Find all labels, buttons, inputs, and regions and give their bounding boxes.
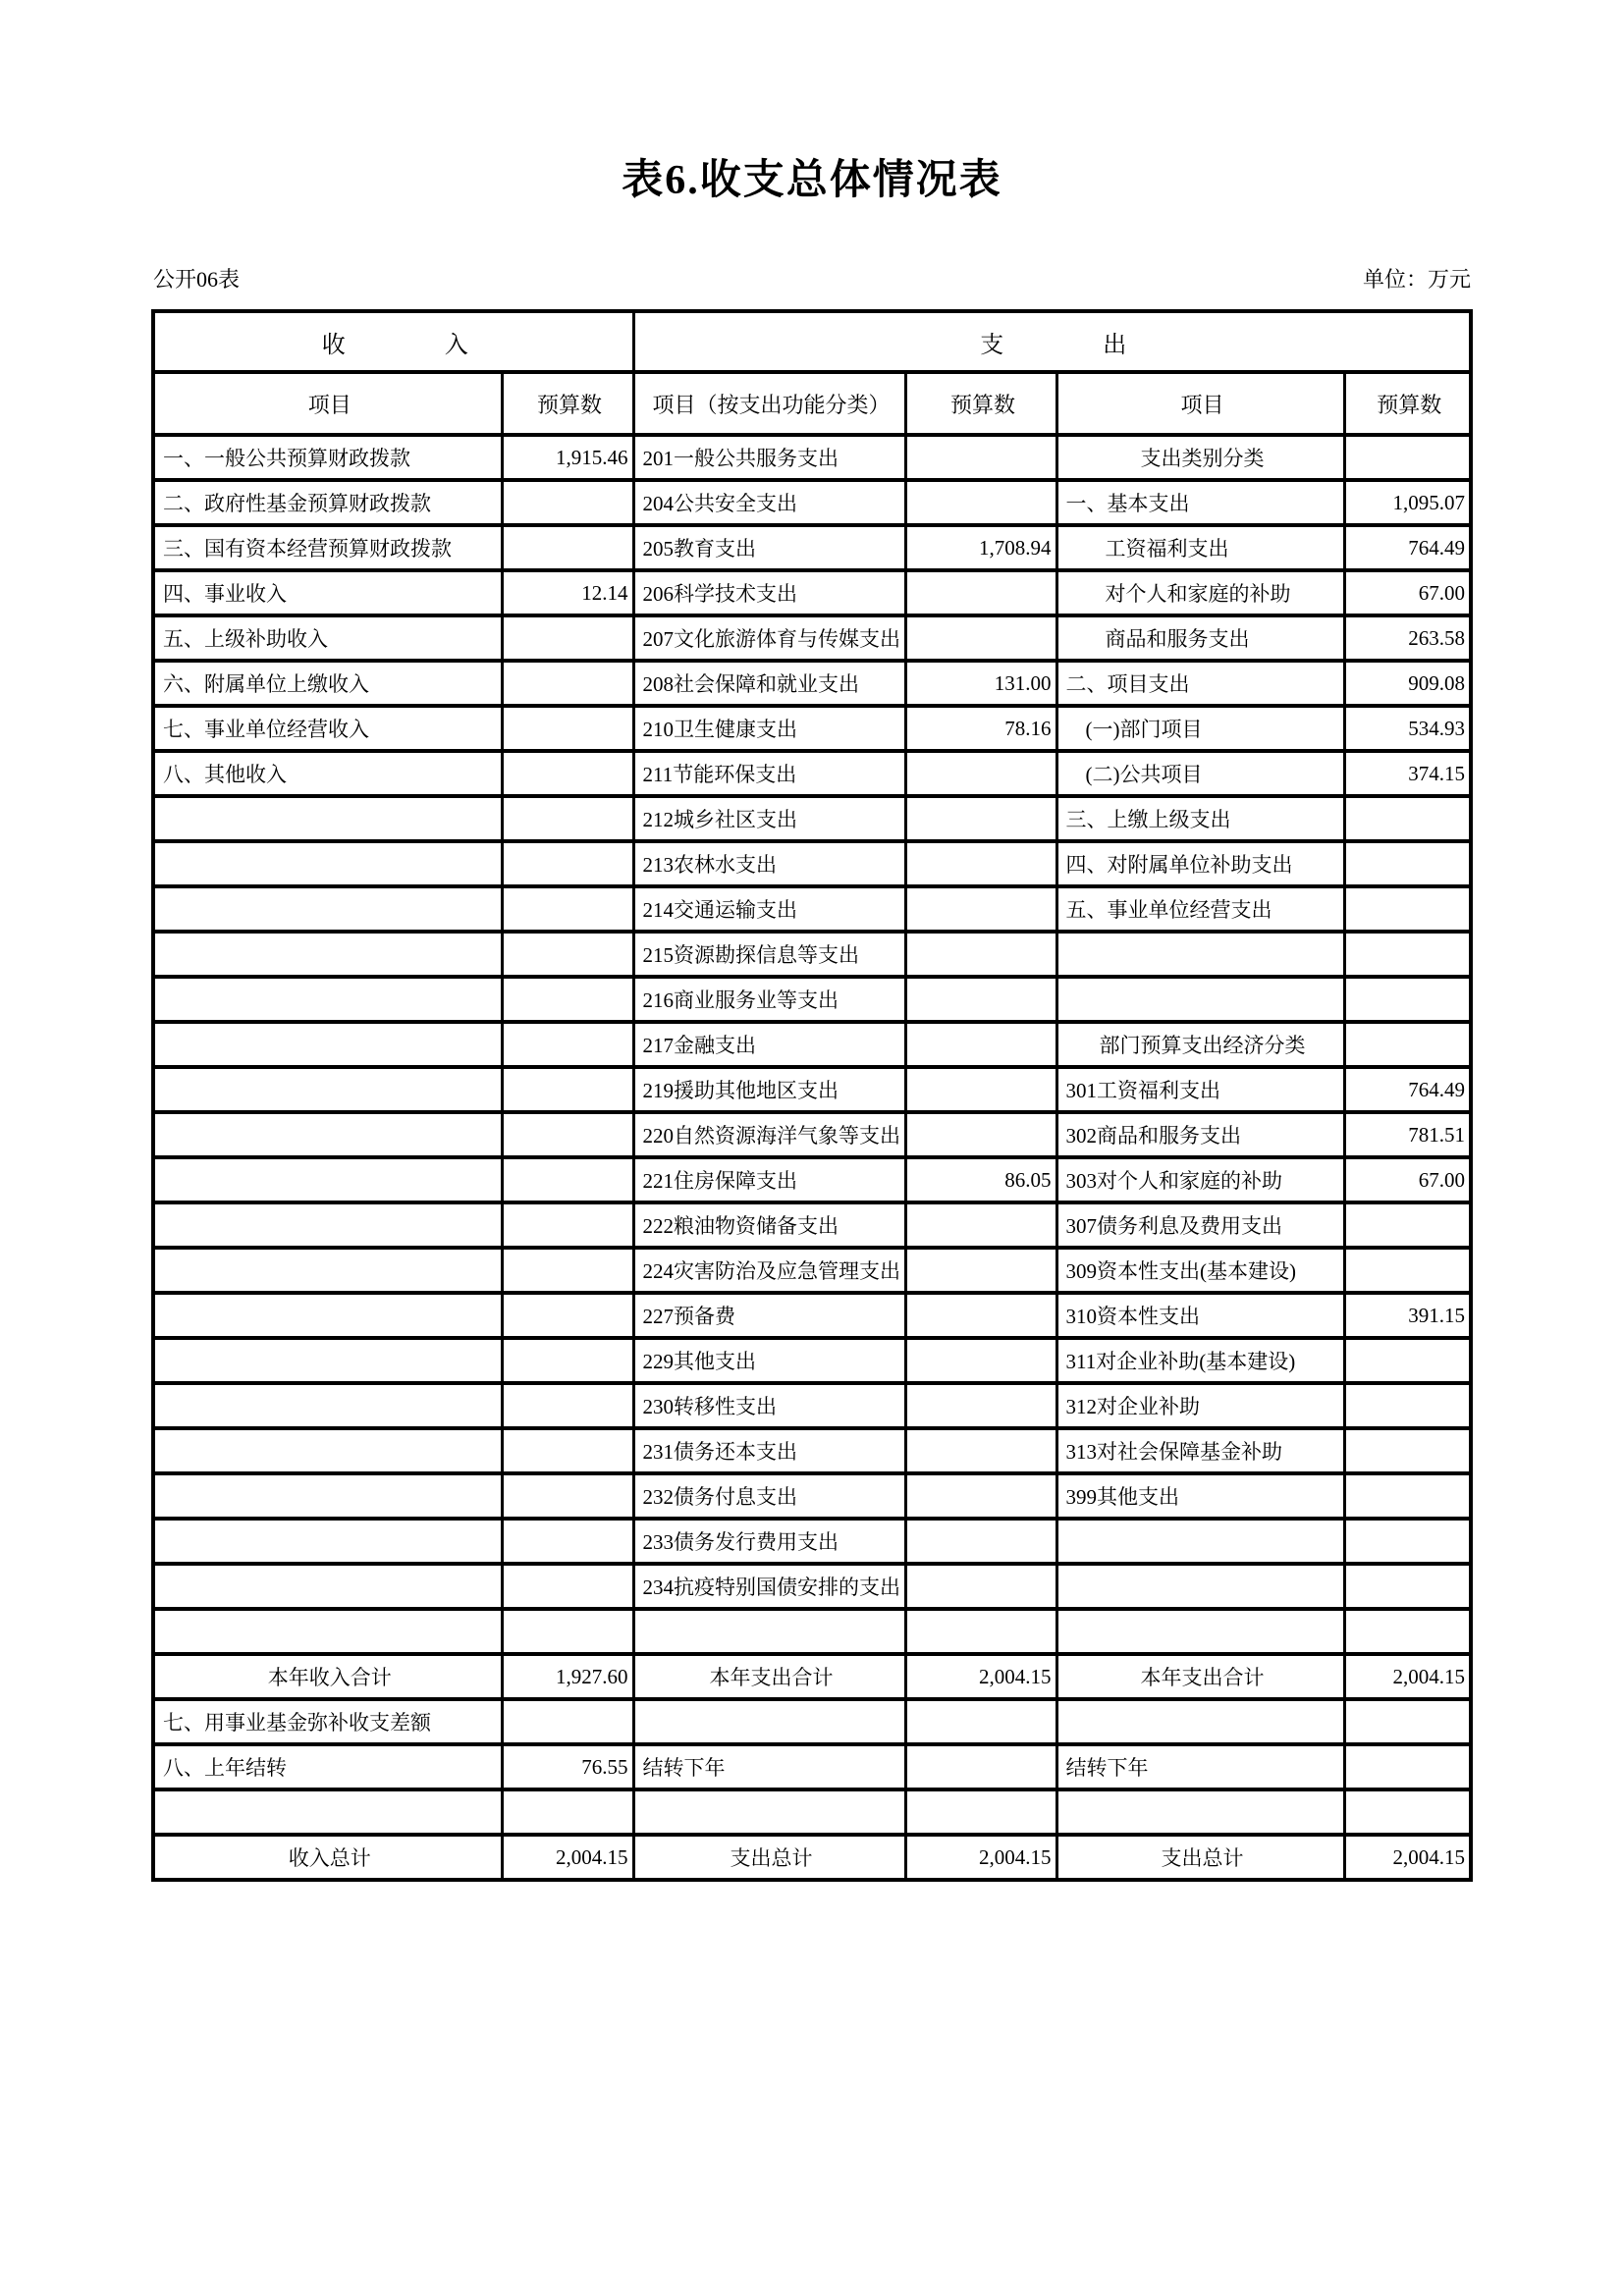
- table-cell: 215资源勘探信息等支出: [633, 932, 905, 977]
- table-row: [153, 751, 1471, 796]
- table-cell: 本年收入合计: [153, 1654, 502, 1699]
- table-cell: [153, 977, 502, 1022]
- table-cell: [905, 1248, 1056, 1293]
- table-cell: [1344, 932, 1471, 977]
- table-cell: 207文化旅游体育与传媒支出: [633, 615, 905, 661]
- table-cell: [153, 886, 502, 932]
- table-cell: [905, 1428, 1056, 1473]
- table-cell: 204公共安全支出: [633, 480, 905, 525]
- table-cell: 76.55: [502, 1744, 633, 1789]
- table-cell: [153, 1789, 502, 1835]
- table-cell: [905, 1789, 1056, 1835]
- table-cell: 302商品和服务支出: [1056, 1112, 1344, 1157]
- table-row: [153, 1744, 1471, 1789]
- table-cell: [1056, 977, 1344, 1022]
- table-cell: 支出总计: [1056, 1835, 1344, 1880]
- table-cell: 781.51: [1344, 1112, 1471, 1157]
- table-cell: [1344, 1519, 1471, 1564]
- table-cell: 七、事业单位经营收入: [153, 706, 502, 751]
- table-cell: 67.00: [1344, 570, 1471, 615]
- table-cell: [905, 435, 1056, 480]
- table-cell: 五、事业单位经营支出: [1056, 886, 1344, 932]
- table-cell: 2,004.15: [905, 1654, 1056, 1699]
- table-cell: [905, 977, 1056, 1022]
- table-cell: 206科学技术支出: [633, 570, 905, 615]
- table-cell: 七、用事业基金弥补收支差额: [153, 1699, 502, 1744]
- table-cell: [502, 886, 633, 932]
- table-cell: [1344, 1383, 1471, 1428]
- table-cell: [153, 1202, 502, 1248]
- table-cell: [153, 1519, 502, 1564]
- table-cell: 三、上缴上级支出: [1056, 796, 1344, 841]
- budget-table: [151, 309, 1473, 1882]
- table-body: [153, 435, 1471, 1880]
- table-cell: [1344, 841, 1471, 886]
- table-cell: [905, 751, 1056, 796]
- table-cell: 67.00: [1344, 1157, 1471, 1202]
- column-header-row: [153, 372, 1471, 435]
- table-cell: [502, 1067, 633, 1112]
- table-cell: [905, 1202, 1056, 1248]
- table-cell: 313对社会保障基金补助: [1056, 1428, 1344, 1473]
- table-cell: (一)部门项目: [1056, 706, 1344, 751]
- table-cell: [905, 886, 1056, 932]
- table-row: [153, 1248, 1471, 1293]
- table-cell: [905, 1383, 1056, 1428]
- table-cell: 391.15: [1344, 1293, 1471, 1338]
- table-cell: [1056, 1699, 1344, 1744]
- table-cell: [1344, 1202, 1471, 1248]
- table-cell: [502, 525, 633, 570]
- table-cell: [502, 1293, 633, 1338]
- table-row: [153, 977, 1471, 1022]
- column-header-expenditure-class-item: 项目: [1056, 372, 1344, 435]
- table-cell: 1,095.07: [1344, 480, 1471, 525]
- table-cell: 1,915.46: [502, 435, 633, 480]
- table-cell: [153, 841, 502, 886]
- table-cell: 2,004.15: [502, 1835, 633, 1880]
- table-cell: [153, 1022, 502, 1067]
- table-cell: [1056, 1609, 1344, 1654]
- table-cell: 一、基本支出: [1056, 480, 1344, 525]
- table-cell: [502, 1157, 633, 1202]
- table-cell: 86.05: [905, 1157, 1056, 1202]
- table-row: [153, 1835, 1471, 1880]
- table-cell: 214交通运输支出: [633, 886, 905, 932]
- table-cell: 301工资福利支出: [1056, 1067, 1344, 1112]
- table-cell: [1344, 1338, 1471, 1383]
- table-cell: 764.49: [1344, 525, 1471, 570]
- page-title: 表6.收支总体情况表: [622, 158, 1002, 203]
- column-header-income-budget: 预算数: [502, 372, 633, 435]
- table-cell: [153, 932, 502, 977]
- table-cell: 四、对附属单位补助支出: [1056, 841, 1344, 886]
- table-cell: [502, 751, 633, 796]
- table-row: [153, 1654, 1471, 1699]
- table-cell: 六、附属单位上缴收入: [153, 661, 502, 706]
- column-header-expenditure-function-budget: 预算数: [905, 372, 1056, 435]
- table-cell: 四、事业收入: [153, 570, 502, 615]
- table-cell: 1,708.94: [905, 525, 1056, 570]
- table-cell: [1344, 886, 1471, 932]
- table-cell: [905, 1744, 1056, 1789]
- table-cell: 374.15: [1344, 751, 1471, 796]
- table-cell: [502, 706, 633, 751]
- table-row: [153, 1293, 1471, 1338]
- table-cell: 1,927.60: [502, 1654, 633, 1699]
- meta-row: [153, 263, 1471, 294]
- table-cell: [1344, 1022, 1471, 1067]
- table-cell: [905, 615, 1056, 661]
- table-row: [153, 1067, 1471, 1112]
- table-cell: 227预备费: [633, 1293, 905, 1338]
- table-cell: [905, 1067, 1056, 1112]
- table-cell: 222粮油物资储备支出: [633, 1202, 905, 1248]
- table-row: [153, 1428, 1471, 1473]
- table-cell: [502, 932, 633, 977]
- table-cell: 219援助其他地区支出: [633, 1067, 905, 1112]
- table-cell: [502, 661, 633, 706]
- income-group-header: 收 入: [153, 311, 633, 372]
- table-cell: 对个人和家庭的补助: [1056, 570, 1344, 615]
- table-cell: [502, 1564, 633, 1609]
- table-cell: [153, 796, 502, 841]
- form-number-label: 公开06表: [153, 267, 241, 292]
- table-cell: 部门预算支出经济分类: [1056, 1022, 1344, 1067]
- table-cell: [502, 615, 633, 661]
- table-cell: [502, 1202, 633, 1248]
- table-row: [153, 706, 1471, 751]
- table-cell: [502, 480, 633, 525]
- table-cell: [1344, 796, 1471, 841]
- table-cell: [905, 1609, 1056, 1654]
- table-cell: 210卫生健康支出: [633, 706, 905, 751]
- table-cell: 商品和服务支出: [1056, 615, 1344, 661]
- table-cell: 229其他支出: [633, 1338, 905, 1383]
- table-cell: [1056, 1789, 1344, 1835]
- table-cell: 八、上年结转: [153, 1744, 502, 1789]
- table-cell: 八、其他收入: [153, 751, 502, 796]
- table-cell: [905, 1699, 1056, 1744]
- table-cell: 五、上级补助收入: [153, 615, 502, 661]
- table-cell: [502, 977, 633, 1022]
- table-cell: 支出总计: [633, 1835, 905, 1880]
- table-cell: [905, 1519, 1056, 1564]
- table-cell: 2,004.15: [905, 1835, 1056, 1880]
- table-cell: 231债务还本支出: [633, 1428, 905, 1473]
- table-cell: 233债务发行费用支出: [633, 1519, 905, 1564]
- table-cell: 213农林水支出: [633, 841, 905, 886]
- table-row: [153, 1699, 1471, 1744]
- table-row: [153, 1112, 1471, 1157]
- table-cell: [905, 480, 1056, 525]
- table-cell: [905, 1338, 1056, 1383]
- table-cell: 307债务利息及费用支出: [1056, 1202, 1344, 1248]
- table-cell: 212城乡社区支出: [633, 796, 905, 841]
- column-header-income-item: 项目: [153, 372, 502, 435]
- table-cell: [153, 1338, 502, 1383]
- table-cell: 309资本性支出(基本建设): [1056, 1248, 1344, 1293]
- table-cell: [1056, 932, 1344, 977]
- table-row: [153, 435, 1471, 480]
- table-cell: 310资本性支出: [1056, 1293, 1344, 1338]
- table-cell: 399其他支出: [1056, 1473, 1344, 1519]
- table-cell: 本年支出合计: [633, 1654, 905, 1699]
- table-cell: 结转下年: [1056, 1744, 1344, 1789]
- table-cell: [1344, 1428, 1471, 1473]
- table-cell: 201一般公共服务支出: [633, 435, 905, 480]
- table-row: [153, 1202, 1471, 1248]
- table-cell: 232债务付息支出: [633, 1473, 905, 1519]
- table-cell: 234抗疫特别国债安排的支出: [633, 1564, 905, 1609]
- table-cell: [502, 1338, 633, 1383]
- table-cell: [905, 1473, 1056, 1519]
- table-cell: 211节能环保支出: [633, 751, 905, 796]
- table-cell: [153, 1248, 502, 1293]
- table-cell: [153, 1112, 502, 1157]
- table-cell: [633, 1699, 905, 1744]
- column-header-expenditure-function-item: 项目（按支出功能分类）: [633, 372, 905, 435]
- table-row: [153, 615, 1471, 661]
- table-cell: 208社会保障和就业支出: [633, 661, 905, 706]
- table-cell: [905, 1564, 1056, 1609]
- unit-label: 单位：万元: [1362, 267, 1471, 292]
- table-cell: 230转移性支出: [633, 1383, 905, 1428]
- table-cell: [1344, 1564, 1471, 1609]
- table-cell: [1344, 1789, 1471, 1835]
- table-row: [153, 1609, 1471, 1654]
- table-cell: [502, 1022, 633, 1067]
- table-row: [153, 661, 1471, 706]
- table-row: [153, 1564, 1471, 1609]
- table-cell: [502, 796, 633, 841]
- table-cell: 一、一般公共预算财政拨款: [153, 435, 502, 480]
- table-row: [153, 480, 1471, 525]
- table-cell: [905, 841, 1056, 886]
- table-row: [153, 525, 1471, 570]
- table-cell: [502, 1112, 633, 1157]
- table-cell: [1344, 1473, 1471, 1519]
- table-row: [153, 1022, 1471, 1067]
- table-row: [153, 570, 1471, 615]
- table-header: [153, 311, 1471, 435]
- table-cell: 303对个人和家庭的补助: [1056, 1157, 1344, 1202]
- table-cell: 217金融支出: [633, 1022, 905, 1067]
- table-cell: [502, 1473, 633, 1519]
- table-cell: 764.49: [1344, 1067, 1471, 1112]
- table-cell: [1344, 1609, 1471, 1654]
- table-row: [153, 932, 1471, 977]
- table-cell: [1344, 1699, 1471, 1744]
- table-cell: 12.14: [502, 570, 633, 615]
- table-cell: [502, 1609, 633, 1654]
- table-cell: [633, 1609, 905, 1654]
- table-row: [153, 1157, 1471, 1202]
- table-cell: 三、国有资本经营预算财政拨款: [153, 525, 502, 570]
- table-cell: 二、政府性基金预算财政拨款: [153, 480, 502, 525]
- table-cell: 311对企业补助(基本建设): [1056, 1338, 1344, 1383]
- table-cell: [1344, 435, 1471, 480]
- table-cell: 534.93: [1344, 706, 1471, 751]
- table-row: [153, 1789, 1471, 1835]
- table-row: [153, 1338, 1471, 1383]
- table-cell: [502, 1789, 633, 1835]
- table-cell: 263.58: [1344, 615, 1471, 661]
- table-cell: 220自然资源海洋气象等支出: [633, 1112, 905, 1157]
- table-cell: 本年支出合计: [1056, 1654, 1344, 1699]
- expenditure-group-header: 支 出: [633, 311, 1471, 372]
- table-cell: [153, 1067, 502, 1112]
- table-cell: [502, 1248, 633, 1293]
- table-cell: [502, 1699, 633, 1744]
- table-cell: [502, 1519, 633, 1564]
- table-cell: 2,004.15: [1344, 1835, 1471, 1880]
- table-cell: [1056, 1519, 1344, 1564]
- table-row: [153, 886, 1471, 932]
- table-cell: [502, 1383, 633, 1428]
- table-cell: 224灾害防治及应急管理支出: [633, 1248, 905, 1293]
- table-cell: [905, 932, 1056, 977]
- table-cell: [153, 1383, 502, 1428]
- table-cell: 收入总计: [153, 1835, 502, 1880]
- table-cell: [905, 570, 1056, 615]
- table-cell: 205教育支出: [633, 525, 905, 570]
- table-cell: [153, 1473, 502, 1519]
- table-cell: [905, 1022, 1056, 1067]
- table-cell: 909.08: [1344, 661, 1471, 706]
- table-row: [153, 1519, 1471, 1564]
- table-row: [153, 841, 1471, 886]
- table-cell: 2,004.15: [1344, 1654, 1471, 1699]
- table-row: [153, 796, 1471, 841]
- table-cell: 312对企业补助: [1056, 1383, 1344, 1428]
- table-cell: 支出类别分类: [1056, 435, 1344, 480]
- table-cell: [153, 1428, 502, 1473]
- table-cell: [905, 1293, 1056, 1338]
- table-cell: 78.16: [905, 706, 1056, 751]
- table-cell: 216商业服务业等支出: [633, 977, 905, 1022]
- table-cell: 131.00: [905, 661, 1056, 706]
- group-header-row: [153, 311, 1471, 372]
- table-cell: [153, 1564, 502, 1609]
- column-header-expenditure-class-budget: 预算数: [1344, 372, 1471, 435]
- table-cell: [633, 1789, 905, 1835]
- table-cell: [502, 1428, 633, 1473]
- table-cell: 二、项目支出: [1056, 661, 1344, 706]
- table-cell: [153, 1293, 502, 1338]
- table-cell: [502, 841, 633, 886]
- table-cell: [905, 796, 1056, 841]
- table-cell: 221住房保障支出: [633, 1157, 905, 1202]
- table-cell: [153, 1609, 502, 1654]
- table-row: [153, 1383, 1471, 1428]
- table-cell: 结转下年: [633, 1744, 905, 1789]
- table-cell: 工资福利支出: [1056, 525, 1344, 570]
- table-cell: (二)公共项目: [1056, 751, 1344, 796]
- table-cell: [1056, 1564, 1344, 1609]
- table-cell: [905, 1112, 1056, 1157]
- table-cell: [1344, 977, 1471, 1022]
- table-cell: [1344, 1248, 1471, 1293]
- table-row: [153, 1473, 1471, 1519]
- table-cell: [153, 1157, 502, 1202]
- table-cell: [1344, 1744, 1471, 1789]
